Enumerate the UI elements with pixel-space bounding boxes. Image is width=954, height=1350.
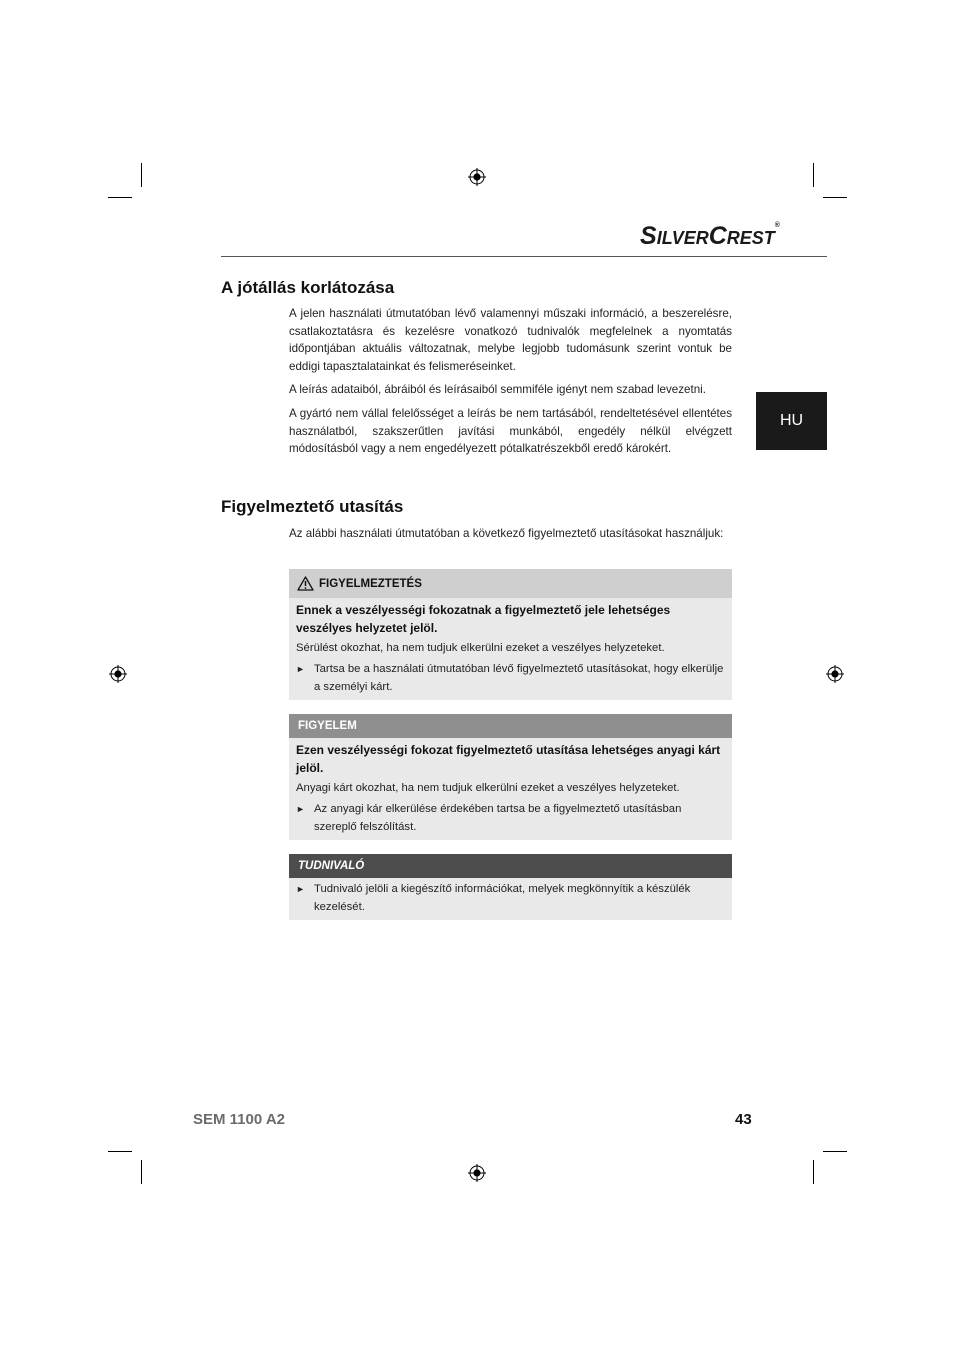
- crop-mark: [823, 1151, 847, 1152]
- paragraph: A leírás adataiból, ábráiból és leírásaiból semmiféle igényt nem szabad levezetni.: [289, 383, 706, 396]
- crop-mark: [108, 1151, 132, 1152]
- list-item: [296, 800, 724, 836]
- warning-box-header: [289, 569, 732, 598]
- warning-triangle-icon: [297, 576, 314, 591]
- list-item-text: Tartsa be a használati útmutatóban lévő figyelmeztető utasításokat, hogy elkerülje a személyi kárt.: [314, 663, 724, 693]
- registration-mark-icon: [109, 665, 127, 683]
- crop-mark: [141, 1160, 142, 1184]
- caution-box: [289, 714, 732, 840]
- paragraph: A gyártó nem vállal felelősséget a leírás be nem tartásából, rendeltetésével ellentétes használatból, szakszerűtlen javítási munkából, engedély nélkül elvégzett módosításból vagy a nem engedélyezett pótalkatrészekből eredő károkért.: [289, 407, 732, 456]
- crop-mark: [813, 163, 814, 187]
- page-number: 43: [735, 1111, 752, 1128]
- section-title: Figyelmeztető utasítás: [221, 497, 404, 516]
- note-box: [289, 854, 732, 920]
- triangle-right-bullet-icon: ►: [296, 664, 305, 674]
- warning-strong-text: Ennek a veszélyességi fokozatnak a figyelmeztető jele lehetséges veszélyes helyzetet jelöl.: [296, 603, 671, 635]
- language-tab: HU: [756, 392, 827, 450]
- caution-label: FIGYELEM: [298, 720, 357, 732]
- registration-mark-icon: [468, 168, 486, 186]
- caution-text: Anyagi kárt okozhat, ha nem tudjuk elkerülni ezeket a veszélyes helyzeteket.: [296, 782, 680, 794]
- crop-mark: [108, 197, 132, 198]
- crop-mark: [823, 197, 847, 198]
- warning-label: FIGYELMEZTETÉS: [319, 577, 422, 590]
- warning-text: Sérülést okozhat, ha nem tudjuk elkerülni ezeket a veszélyes helyzeteket.: [296, 642, 665, 654]
- note-box-header: [289, 854, 732, 878]
- paragraph: Az alábbi használati útmutatóban a következő figyelmeztető utasításokat használjuk:: [289, 527, 724, 540]
- paragraph: A jelen használati útmutatóban lévő valamennyi műszaki információ, a beszerelésre, csatlakoztatásra és kezelésre vonatkozó tudnivalók megfelelnek a nyomtatás időpontjában aktuális változatnak, melybe legjobb tudomásunk szerint vontuk be eddigi tapasztalatainkat és felismeréseinket.: [289, 307, 732, 373]
- registration-mark-icon: [826, 665, 844, 683]
- note-label: TUDNIVALÓ: [298, 860, 365, 872]
- crop-mark: [813, 1160, 814, 1184]
- registration-mark-icon: [468, 1164, 486, 1182]
- section-title: A jótállás korlátozása: [221, 278, 395, 297]
- footer-model: SEM 1100 A2: [193, 1111, 285, 1128]
- triangle-right-bullet-icon: ►: [296, 884, 305, 894]
- list-item: [296, 660, 724, 696]
- caution-box-header: [289, 714, 732, 738]
- brand-logo: SILVERCREST®: [640, 222, 780, 250]
- list-item-text: Tudnivaló jelöli a kiegészítő információkat, melyek megkönnyítik a készülék kezelését.: [314, 883, 691, 913]
- warning-box: [289, 569, 732, 700]
- warning-box-body: [289, 598, 732, 696]
- list-item: [296, 880, 724, 916]
- header-rule: [221, 256, 827, 257]
- caution-strong-text: Ezen veszélyességi fokozat figyelmeztető utasítása lehetséges anyagi kárt jelöl.: [296, 743, 721, 775]
- note-box-body: [289, 878, 732, 916]
- list-item-text: Az anyagi kár elkerülése érdekében tartsa be a figyelmeztető utasításban szereplő felszólítást.: [314, 803, 682, 833]
- caution-box-body: [289, 738, 732, 836]
- triangle-right-bullet-icon: ►: [296, 804, 305, 814]
- crop-mark: [141, 163, 142, 187]
